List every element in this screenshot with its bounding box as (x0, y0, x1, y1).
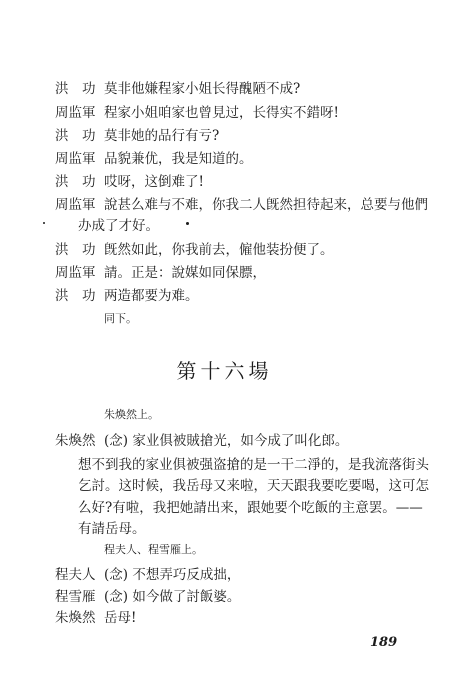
paragraph-line: 么好?有啦，我把她請出来，跟她要个吃飯的主意罢。—— (78, 500, 423, 516)
line-text: 两造都要为难。 (104, 288, 199, 304)
speaker: 周监軍 (55, 265, 96, 281)
stage-direction: 同下。 (104, 312, 137, 325)
speaker: 程夫人 (55, 567, 96, 583)
line-text: (念) 不想弄巧反成拙， (104, 567, 241, 583)
ink-speck (186, 222, 189, 225)
stage-direction: 朱煥然上。 (104, 408, 159, 421)
speaker: 洪 功 (55, 81, 96, 97)
speaker: 洪 功 (55, 242, 96, 258)
line-text: 請。正是：說媒如同保膘， (104, 265, 266, 281)
paragraph-line: 想不到我的家业俱被强盗搶的是一干二淨的，是我流落街头 (78, 457, 429, 473)
speaker: 洪 功 (55, 128, 96, 144)
paragraph-line: 乞討。这时候，我岳母又来啦，天天跟我要吃要喝，这可怎 (78, 478, 429, 494)
speaker: 程雪雁 (55, 589, 96, 605)
line-continuation: 办成了才好。 (78, 218, 159, 234)
speaker: 周监軍 (55, 151, 96, 167)
ink-speck (43, 222, 45, 224)
stage-direction: 程夫人、程雪雁上。 (104, 543, 203, 556)
line-text: 岳母! (104, 610, 137, 626)
line-text: (念) 家业俱被賊搶光，如今成了叫化郎。 (104, 433, 349, 449)
line-text: 程家小姐咱家也曾見过，长得实不錯呀! (104, 105, 339, 121)
page-number: 189 (370, 635, 398, 650)
line-text: 旣然如此，你我前去，僱他装扮便了。 (104, 242, 334, 258)
paragraph-line: 有請岳母。 (78, 521, 146, 537)
speaker: 洪 功 (55, 288, 96, 304)
line-text: (念) 如今做了討飯婆。 (104, 589, 241, 605)
speaker: 周监軍 (55, 197, 96, 213)
speaker: 朱煥然 (55, 610, 96, 626)
line-text: 莫非他嫌程家小姐长得醜陋不成? (104, 81, 301, 97)
speaker: 朱煥然 (55, 433, 96, 449)
line-text: 莫非她的品行有亏? (104, 128, 220, 144)
line-text: 品貌兼优，我是知道的。 (104, 151, 253, 167)
scene-title: 第十六場 (176, 359, 273, 383)
speaker: 洪 功 (55, 174, 96, 190)
speaker: 周监軍 (55, 105, 96, 121)
line-text: 說甚么难与不难，你我二人旣然担待起来，总要与他們 (104, 197, 428, 213)
line-text: 哎呀，这倒难了! (104, 174, 204, 190)
